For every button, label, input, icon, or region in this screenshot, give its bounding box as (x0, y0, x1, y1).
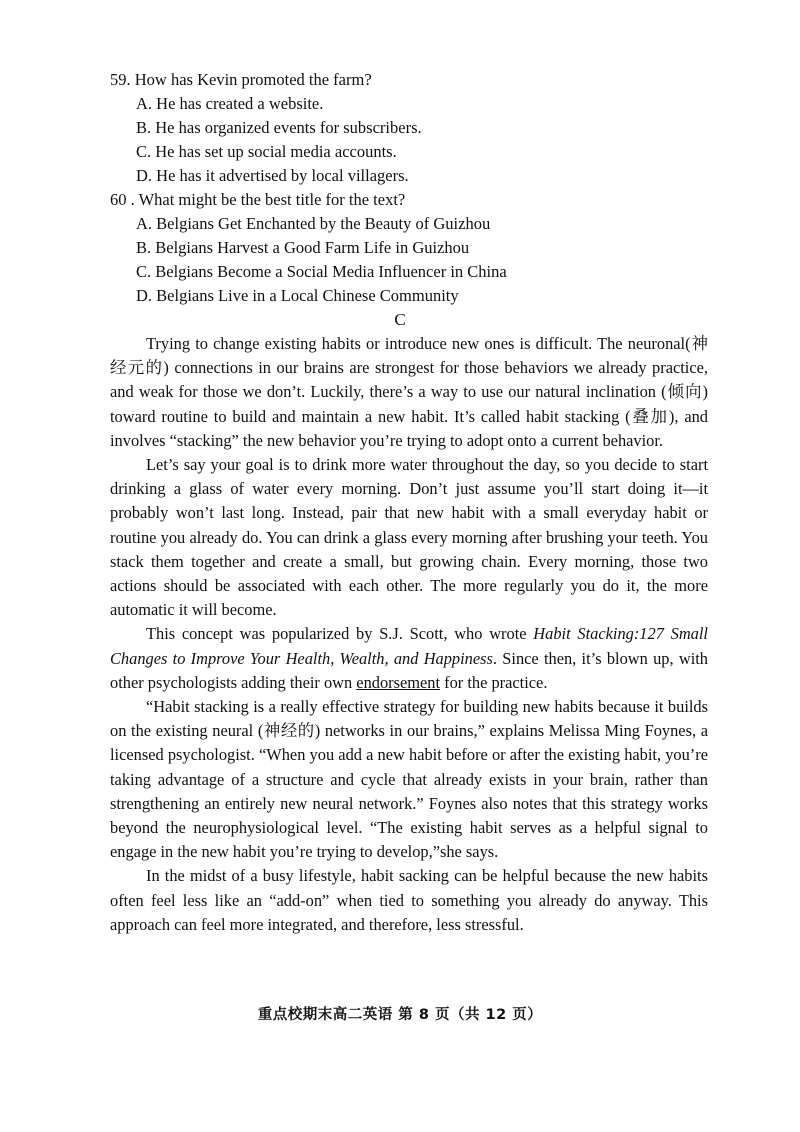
section-heading: C (394, 310, 406, 329)
passage-paragraph-4: “Habit stacking is a really effective strategy for building new habits because it builds on the existing neural (神经的) networks in our brains,” explains Melissa Ming Foynes, a licensed psychologist. “When you add a new habit before or after the existing habit, you’re taking advantage of a structure and cycle that already exists in your brain, rather than strengthening an entirely new neural network.” Foynes also notes that this strategy works beyond the neurophysiological level. “The existing habit serves as a helpful signal to engage in the new habit you’re trying to develop,”she says. (110, 697, 708, 862)
question-59-option-d: D. He has it advertised by local villagers. (136, 166, 409, 185)
question-59-option-c: C. He has set up social media accounts. (136, 142, 397, 161)
question-59-option-b: B. He has organized events for subscribers. (136, 118, 422, 137)
page-footer: 重点校期末高二英语 第 8 页（共 12 页） (257, 1007, 543, 1023)
question-59-option-a: A. He has created a website. (136, 94, 324, 113)
paragraph-3-end: for the practice. (440, 672, 548, 692)
reading-passage (110, 332, 708, 937)
passage-paragraph-2: Let’s say your goal is to drink more water throughout the day, so you decide to start drinking a glass of water every morning. Don’t just assume you’ll start doing it—it probably won’t last long. Instead, pair that new habit with a small everyday habit or routine you already do. You can drink a glass every morning after brushing your teeth. You stack them together and create a small, but growing chain. Every morning, those two actions should be associated with each other. The more regularly you do it, the more automatic it will become. (110, 455, 708, 620)
passage-paragraph-5: In the midst of a busy lifestyle, habit sacking can be helpful because the new habits often feel less like an “add-on” when tied to something you already do anyway. This approach can feel more integrated, and therefore, less stressful. (110, 866, 708, 934)
question-60-option-c: C. Belgians Become a Social Media Influencer in China (136, 262, 507, 281)
question-60-option-b: B. Belgians Harvest a Good Farm Life in Guizhou (136, 238, 470, 257)
underlined-word: endorsement (356, 672, 441, 692)
passage-paragraph-3 (110, 622, 708, 695)
question-60-stem: 60 . What might be the best title for the text? (110, 190, 406, 209)
question-59-stem: 59. How has Kevin promoted the farm? (110, 70, 372, 89)
passage-paragraph-1: Trying to change existing habits or introduce new ones is difficult. The neuronal(神经元的) connections in our brains are strongest for those behaviors we already practice, and weak for those we don’t. Luckily, there’s a way to use our natural inclination (倾向) toward routine to build and maintain a new habit. It’s called habit stacking (叠加), and involves “stacking” the new behavior you’re trying to adopt onto a current behavior. (110, 334, 708, 450)
paragraph-3-intro: This concept was popularized by S.J. Scott, who wrote (146, 624, 534, 644)
paragraph-3-middle: . Since then, it’s blown up, with other psychologists adding their own (110, 648, 708, 692)
question-60-option-a: A. Belgians Get Enchanted by the Beauty of Guizhou (136, 214, 491, 233)
book-title: Habit Stacking:127 Small Changes to Improve Your Health, Wealth, and Happiness (110, 624, 708, 668)
question-60-option-d: D. Belgians Live in a Local Chinese Community (136, 286, 459, 305)
